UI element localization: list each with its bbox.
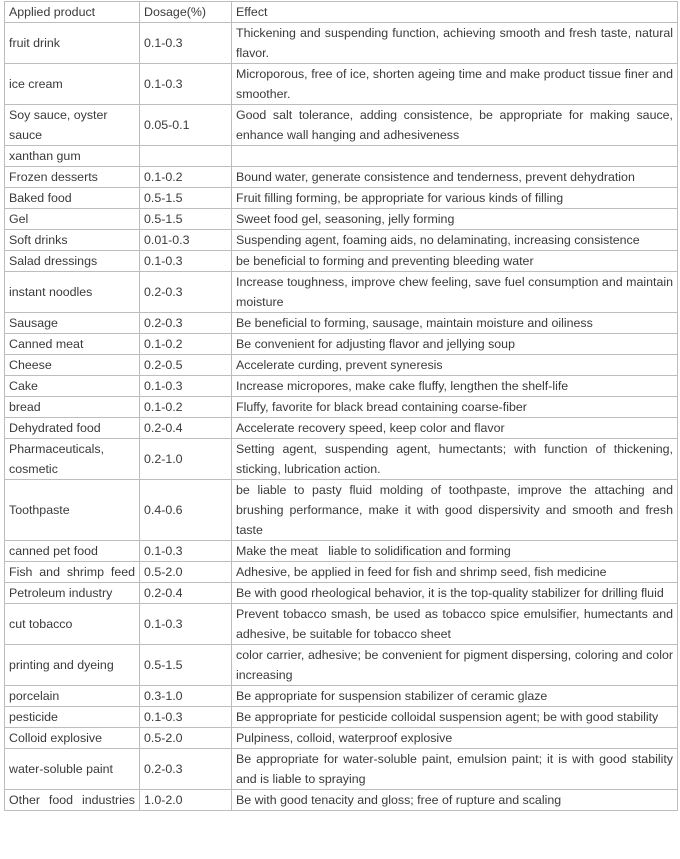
table-row bbox=[5, 397, 678, 418]
dosage-cell: 0.2-0.4 bbox=[140, 418, 232, 439]
effect-cell: Adhesive, be applied in feed for fish and shrimp seed, fish medicine bbox=[232, 562, 678, 583]
effect-cell: Microporous, free of ice, shorten ageing time and make product tissue finer and smoother. bbox=[232, 64, 678, 105]
product-cell: Other food industries bbox=[5, 790, 140, 811]
product-cell: Frozen desserts bbox=[5, 167, 140, 188]
dosage-cell: 0.4-0.6 bbox=[140, 480, 232, 541]
product-cell: pesticide bbox=[5, 707, 140, 728]
product-cell: porcelain bbox=[5, 686, 140, 707]
dosage-cell: 0.1-0.2 bbox=[140, 167, 232, 188]
table-row bbox=[5, 188, 678, 209]
application-table bbox=[4, 1, 678, 811]
product-cell: Petroleum industry bbox=[5, 583, 140, 604]
effect-cell: Sweet food gel, seasoning, jelly forming bbox=[232, 209, 678, 230]
header-effect: Effect bbox=[232, 2, 678, 23]
table-row bbox=[5, 728, 678, 749]
effect-cell: Accelerate curding, prevent syneresis bbox=[232, 355, 678, 376]
table-row bbox=[5, 439, 678, 480]
dosage-cell: 0.1-0.2 bbox=[140, 334, 232, 355]
table-row bbox=[5, 707, 678, 728]
dosage-cell: 0.3-1.0 bbox=[140, 686, 232, 707]
dosage-cell: 0.1-0.3 bbox=[140, 541, 232, 562]
effect-cell: Increase micropores, make cake fluffy, lengthen the shelf-life bbox=[232, 376, 678, 397]
table-row bbox=[5, 230, 678, 251]
product-cell: xanthan gum bbox=[5, 146, 140, 167]
table-row bbox=[5, 64, 678, 105]
dosage-cell: 0.2-0.3 bbox=[140, 313, 232, 334]
dosage-cell: 0.1-0.3 bbox=[140, 707, 232, 728]
effect-cell: Be with good rheological behavior, it is the top-quality stabilizer for drilling fluid bbox=[232, 583, 678, 604]
effect-cell: be liable to pasty fluid molding of toothpaste, improve the attaching and brushing performance, make it with good dispersivity and smooth and fresh taste bbox=[232, 480, 678, 541]
dosage-cell: 0.2-0.3 bbox=[140, 272, 232, 313]
table-row bbox=[5, 418, 678, 439]
table-row bbox=[5, 583, 678, 604]
table-row bbox=[5, 562, 678, 583]
effect-cell: Make the meat liable to solidification and forming bbox=[232, 541, 678, 562]
effect-cell: Thickening and suspending function, achieving smooth and fresh taste, natural flavor. bbox=[232, 23, 678, 64]
table-row bbox=[5, 480, 678, 541]
effect-cell: be beneficial to forming and preventing bleeding water bbox=[232, 251, 678, 272]
table-row bbox=[5, 645, 678, 686]
table-row bbox=[5, 376, 678, 397]
dosage-cell: 0.1-0.3 bbox=[140, 251, 232, 272]
table-row bbox=[5, 541, 678, 562]
effect-cell: Prevent tobacco smash, be used as tobacco spice emulsifier, humectants and adhesive, be suitable for tobacco sheet bbox=[232, 604, 678, 645]
dosage-cell: 0.2-0.3 bbox=[140, 749, 232, 790]
product-cell: Soft drinks bbox=[5, 230, 140, 251]
product-cell: water-soluble paint bbox=[5, 749, 140, 790]
effect-cell: Be appropriate for pesticide colloidal suspension agent; be with good stability bbox=[232, 707, 678, 728]
effect-cell: Accelerate recovery speed, keep color and flavor bbox=[232, 418, 678, 439]
product-cell: instant noodles bbox=[5, 272, 140, 313]
product-cell: printing and dyeing bbox=[5, 645, 140, 686]
dosage-cell: 1.0-2.0 bbox=[140, 790, 232, 811]
table-row bbox=[5, 167, 678, 188]
effect-cell: Be beneficial to forming, sausage, maintain moisture and oiliness bbox=[232, 313, 678, 334]
dosage-cell: 0.2-0.5 bbox=[140, 355, 232, 376]
dosage-cell: 0.5-1.5 bbox=[140, 188, 232, 209]
effect-cell: Be with good tenacity and gloss; free of rupture and scaling bbox=[232, 790, 678, 811]
effect-cell: Increase toughness, improve chew feeling, save fuel consumption and maintain moisture bbox=[232, 272, 678, 313]
header-row bbox=[5, 2, 678, 23]
dosage-cell: 0.05-0.1 bbox=[140, 105, 232, 146]
effect-cell: Pulpiness, colloid, waterproof explosive bbox=[232, 728, 678, 749]
table-row bbox=[5, 105, 678, 146]
product-cell: fruit drink bbox=[5, 23, 140, 64]
effect-cell: Bound water, generate consistence and tenderness, prevent dehydration bbox=[232, 167, 678, 188]
product-cell: Gel bbox=[5, 209, 140, 230]
table-row bbox=[5, 209, 678, 230]
dosage-cell: 0.1-0.3 bbox=[140, 604, 232, 645]
dosage-cell bbox=[140, 146, 232, 167]
dosage-cell: 0.2-1.0 bbox=[140, 439, 232, 480]
dosage-cell: 0.5-1.5 bbox=[140, 209, 232, 230]
product-cell: Cake bbox=[5, 376, 140, 397]
table-row bbox=[5, 790, 678, 811]
table-row bbox=[5, 313, 678, 334]
product-cell: Toothpaste bbox=[5, 480, 140, 541]
effect-cell bbox=[232, 146, 678, 167]
product-cell: bread bbox=[5, 397, 140, 418]
dosage-cell: 0.1-0.2 bbox=[140, 397, 232, 418]
product-cell: Soy sauce, oyster sauce bbox=[5, 105, 140, 146]
dosage-cell: 0.5-1.5 bbox=[140, 645, 232, 686]
product-cell: Salad dressings bbox=[5, 251, 140, 272]
dosage-cell: 0.1-0.3 bbox=[140, 64, 232, 105]
effect-cell: Fluffy, favorite for black bread containing coarse-fiber bbox=[232, 397, 678, 418]
product-cell: Pharmaceuticals, cosmetic bbox=[5, 439, 140, 480]
product-cell: Colloid explosive bbox=[5, 728, 140, 749]
dosage-cell: 0.2-0.4 bbox=[140, 583, 232, 604]
effect-cell: Good salt tolerance, adding consistence, be appropriate for making sauce, enhance wall hanging and adhesiveness bbox=[232, 105, 678, 146]
header-applied-product: Applied product bbox=[5, 2, 140, 23]
effect-cell: Suspending agent, foaming aids, no delaminating, increasing consistence bbox=[232, 230, 678, 251]
dosage-cell: 0.5-2.0 bbox=[140, 728, 232, 749]
effect-cell: Be convenient for adjusting flavor and jellying soup bbox=[232, 334, 678, 355]
effect-cell: Be appropriate for water-soluble paint, emulsion paint; it is with good stability and is liable to spraying bbox=[232, 749, 678, 790]
product-cell: Fish and shrimp feed bbox=[5, 562, 140, 583]
product-cell: Cheese bbox=[5, 355, 140, 376]
dosage-cell: 0.1-0.3 bbox=[140, 376, 232, 397]
dosage-cell: 0.1-0.3 bbox=[140, 23, 232, 64]
table-row bbox=[5, 272, 678, 313]
effect-cell: Be appropriate for suspension stabilizer of ceramic glaze bbox=[232, 686, 678, 707]
dosage-cell: 0.01-0.3 bbox=[140, 230, 232, 251]
effect-cell: Setting agent, suspending agent, humectants; with function of thickening, sticking, lubrication action. bbox=[232, 439, 678, 480]
header-dosage: Dosage(%) bbox=[140, 2, 232, 23]
product-cell: Sausage bbox=[5, 313, 140, 334]
product-cell: Baked food bbox=[5, 188, 140, 209]
table-row bbox=[5, 749, 678, 790]
table-row bbox=[5, 355, 678, 376]
product-cell: Canned meat bbox=[5, 334, 140, 355]
effect-cell: Fruit filling forming, be appropriate for various kinds of filling bbox=[232, 188, 678, 209]
table-row bbox=[5, 686, 678, 707]
product-cell: Dehydrated food bbox=[5, 418, 140, 439]
table-row bbox=[5, 251, 678, 272]
product-cell: canned pet food bbox=[5, 541, 140, 562]
effect-cell: color carrier, adhesive; be convenient for pigment dispersing, coloring and color increasing bbox=[232, 645, 678, 686]
product-cell: cut tobacco bbox=[5, 604, 140, 645]
table-row bbox=[5, 334, 678, 355]
table-row bbox=[5, 146, 678, 167]
table-body bbox=[5, 23, 678, 811]
dosage-cell: 0.5-2.0 bbox=[140, 562, 232, 583]
product-cell: ice cream bbox=[5, 64, 140, 105]
table-row bbox=[5, 604, 678, 645]
table-row bbox=[5, 23, 678, 64]
